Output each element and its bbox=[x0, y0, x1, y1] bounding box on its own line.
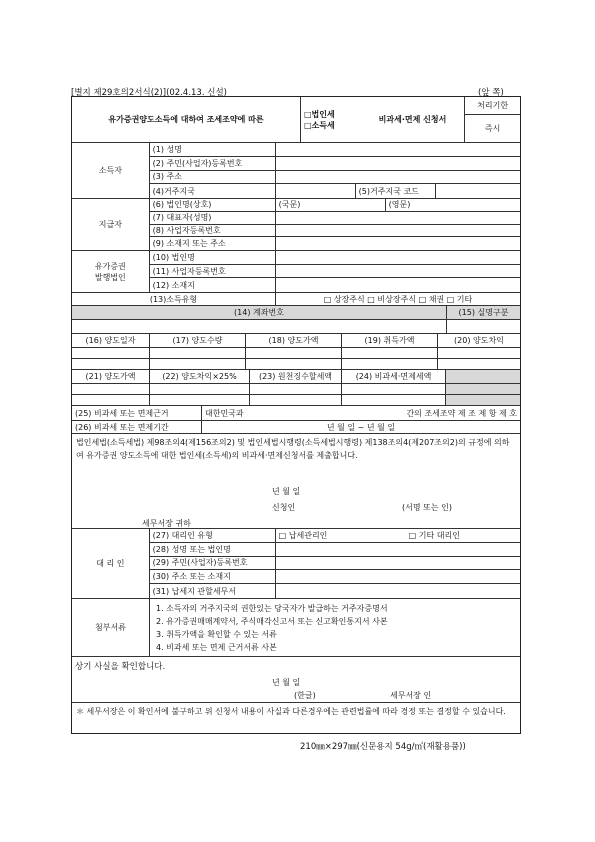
title-options bbox=[301, 97, 361, 142]
field-agent-type: (27) 대리인 유형 bbox=[150, 529, 276, 542]
tax-cell[interactable] bbox=[72, 384, 150, 394]
input-payer-address[interactable] bbox=[276, 237, 520, 250]
input-reg-no[interactable] bbox=[276, 157, 520, 170]
input-residence[interactable] bbox=[276, 184, 356, 198]
input-issuer-reg-no[interactable] bbox=[276, 265, 520, 278]
exemption-period-label: (26) 비과세 또는 면제기간 bbox=[72, 421, 202, 433]
income-earner-section bbox=[72, 143, 520, 199]
processing-period bbox=[465, 97, 520, 142]
col-gain-25: (22) 양도차익×25% bbox=[150, 370, 250, 383]
field-address: (3) 주소 bbox=[150, 171, 276, 184]
attachment-item: 1. 소득자의 거주지국의 권한있는 당국자가 발급하는 거주자증명서 bbox=[156, 603, 388, 613]
statement-text: 법인세법(소득세법) 제98조의4(제156조의2) 및 법인세법시행령(소득세법시행령) 제138조의4(제207조의2)의 규정에 의하여 유가증권 양도소득에 대한 법인세(소득세)의 비과세·면제신청서를 제출합니다. bbox=[76, 438, 510, 460]
col-withholding: (23) 원천징수할세액 bbox=[250, 370, 342, 383]
note-text: ＊ 세무서장은 이 확인서에 불구하고 위 신청서 내용이 사실과 다른경우에는 관련법률에 따라 경정 또는 결정할 수 있습니다. bbox=[76, 707, 506, 716]
tax-header-filler bbox=[446, 370, 520, 383]
title-tail: 비과세·면제 신청서 bbox=[361, 97, 466, 142]
confirm-hangul: (한글) bbox=[294, 691, 316, 700]
tax-filler bbox=[446, 384, 520, 394]
input-name[interactable] bbox=[276, 143, 520, 156]
applicant-label: 신청인 bbox=[272, 503, 296, 512]
option-corporate-tax[interactable]: □법인세 bbox=[303, 109, 335, 119]
col-transfer-qty: (17) 양도수량 bbox=[150, 334, 246, 347]
paper-spec: 210㎜×297㎜(신문용지 54g/㎡(재활용품)) bbox=[300, 742, 466, 752]
field-representative: (7) 대표자(성명) bbox=[150, 212, 276, 224]
input-account-number[interactable] bbox=[72, 320, 447, 333]
payer-label: 지급자 bbox=[72, 199, 150, 250]
period-value: 즉시 bbox=[484, 123, 501, 133]
trade-header-row bbox=[72, 334, 520, 348]
col-acq-price: (19) 취득가액 bbox=[342, 334, 438, 347]
field-name: (1) 성명 bbox=[150, 143, 276, 156]
trade-cell[interactable] bbox=[150, 348, 246, 358]
tax-filler bbox=[446, 395, 520, 405]
field-issuer-name: (10) 법인명 bbox=[150, 251, 276, 264]
title-row bbox=[72, 97, 520, 143]
input-agent-reg-no[interactable] bbox=[276, 557, 520, 570]
income-earner-label: 소득자 bbox=[72, 143, 150, 198]
col-transfer-price: (18) 양도가액 bbox=[246, 334, 342, 347]
input-representative[interactable] bbox=[276, 212, 520, 224]
tax-cell[interactable] bbox=[72, 395, 150, 405]
note-block bbox=[72, 703, 520, 733]
tax-cell[interactable] bbox=[150, 395, 250, 405]
account-value-row bbox=[72, 320, 520, 334]
input-issuer-name[interactable] bbox=[276, 251, 520, 264]
field-tax-office: (31) 납세지 관할세무서 bbox=[150, 584, 276, 598]
tax-row bbox=[72, 384, 520, 395]
tax-cell[interactable] bbox=[342, 395, 446, 405]
period-label: 처리기한 bbox=[465, 97, 520, 115]
income-type-label: (13)소득유형 bbox=[72, 293, 276, 305]
col-exempt-tax: (24) 비과세·면제세액 bbox=[342, 370, 446, 383]
input-agent-address[interactable] bbox=[276, 570, 520, 583]
input-corp-name-english[interactable]: (영문) bbox=[388, 200, 411, 210]
exemption-period-row bbox=[72, 421, 520, 434]
tax-cell[interactable] bbox=[250, 395, 342, 405]
statement-block bbox=[72, 434, 520, 529]
field-reg-no: (2) 주민(사업자)등록번호 bbox=[150, 157, 276, 170]
sign-date[interactable]: 년 월 일 bbox=[272, 487, 301, 496]
exemption-basis-label: (25) 비과세 또는 면제근거 bbox=[72, 406, 202, 420]
confirm-date[interactable]: 년 월 일 bbox=[272, 678, 301, 687]
page-side: (앞 쪽) bbox=[478, 88, 504, 98]
field-biz-reg-no: (8) 사업자등록번호 bbox=[150, 225, 276, 237]
trade-cell[interactable] bbox=[342, 359, 438, 369]
exemption-period-value[interactable]: 년 월 일 ~ 년 월 일 bbox=[326, 422, 396, 432]
attachments-section bbox=[72, 599, 520, 657]
tax-row bbox=[72, 395, 520, 406]
field-agent-address: (30) 주소 또는 소재지 bbox=[150, 570, 276, 583]
tax-cell[interactable] bbox=[342, 384, 446, 394]
trade-cell[interactable] bbox=[246, 348, 342, 358]
input-corp-name-korean[interactable]: (국문) bbox=[276, 199, 386, 211]
trade-row bbox=[72, 348, 520, 359]
option-other-agent[interactable]: □ 기타 대리인 bbox=[408, 530, 460, 540]
trade-cell[interactable] bbox=[246, 359, 342, 369]
input-tax-office[interactable] bbox=[276, 584, 520, 598]
income-type-row bbox=[72, 293, 520, 306]
issuer-label-line1: 유가증권 bbox=[94, 261, 126, 271]
option-tax-agent[interactable]: □ 납세관리인 bbox=[278, 530, 328, 540]
attachments-label: 첨부서류 bbox=[72, 599, 150, 656]
field-payer-address: (9) 소재지 또는 주소 bbox=[150, 237, 276, 250]
sign-note: (서명 또는 인) bbox=[402, 503, 452, 512]
field-residence: (4)거주지국 bbox=[150, 184, 276, 198]
field-agent-reg-no: (29) 주민(사업자)등록번호 bbox=[150, 557, 276, 570]
trade-cell[interactable] bbox=[150, 359, 246, 369]
payer-section bbox=[72, 199, 520, 251]
exemption-basis-country: 대한민국과 bbox=[205, 408, 244, 418]
issuer-section bbox=[72, 251, 520, 293]
issuer-label-line2: 발행법인 bbox=[94, 272, 126, 282]
col-transfer-gain: (20) 양도차익 bbox=[454, 336, 504, 345]
account-number-label: (14) 계좌번호 bbox=[72, 306, 447, 319]
trade-cell[interactable] bbox=[438, 359, 520, 369]
field-agent-name: (28) 성명 또는 법인명 bbox=[150, 543, 276, 556]
input-issuer-address[interactable] bbox=[276, 278, 520, 292]
trade-cell[interactable] bbox=[72, 348, 150, 358]
tax-cell[interactable] bbox=[150, 384, 250, 394]
attachment-item: 3. 취득가액을 확인할 수 있는 서류 bbox=[156, 629, 277, 639]
field-residence-code: (5)거주지국 코드 bbox=[356, 184, 436, 198]
col-tax-transfer-price: (21) 양도가액 bbox=[72, 370, 150, 383]
trade-cell[interactable] bbox=[438, 348, 520, 358]
confirmation-block bbox=[72, 657, 520, 703]
input-address[interactable] bbox=[276, 171, 520, 184]
field-issuer-address: (12) 소재지 bbox=[150, 278, 276, 292]
input-agent-name[interactable] bbox=[276, 543, 520, 556]
title-main: 유가증권양도소득에 대하여 조세조약에 따른 bbox=[72, 97, 301, 142]
confirm-text: 상기 사실을 확인합니다. bbox=[75, 662, 166, 672]
exemption-basis-article[interactable]: 간의 조세조약 제 조 제 항 제 호 bbox=[406, 408, 517, 418]
agent-label: 대 리 인 bbox=[72, 529, 150, 598]
trade-cell[interactable] bbox=[72, 359, 150, 369]
account-header-row bbox=[72, 306, 520, 320]
trade-row bbox=[72, 359, 520, 370]
trade-cell[interactable] bbox=[342, 348, 438, 358]
input-residence-code[interactable] bbox=[436, 184, 520, 198]
input-real-name[interactable] bbox=[447, 320, 520, 333]
field-corp-name: (6) 법인명(상호) bbox=[150, 199, 276, 211]
addressee: 세무서장 귀하 bbox=[142, 519, 191, 528]
option-income-tax[interactable]: □소득세 bbox=[303, 120, 335, 130]
exemption-basis-row bbox=[72, 406, 520, 421]
real-name-label: (15) 실명구분 bbox=[447, 306, 520, 319]
input-biz-reg-no[interactable] bbox=[276, 225, 520, 237]
agent-section bbox=[72, 529, 520, 599]
col-transfer-date: (16) 양도일자 bbox=[72, 334, 150, 347]
tax-cell[interactable] bbox=[250, 384, 342, 394]
attachment-item: 2. 유가증권매매계약서, 주식매각신고서 또는 신고확인통지서 사본 bbox=[156, 616, 388, 626]
confirm-officer: 세무서장 인 bbox=[390, 691, 432, 700]
tax-header-row bbox=[72, 370, 520, 384]
field-issuer-reg-no: (11) 사업자등록번호 bbox=[150, 265, 276, 278]
application-form bbox=[71, 96, 521, 734]
form-number: [별지 제29호의2서식(2)](02.4.13. 신설) bbox=[71, 88, 227, 98]
income-type-options[interactable]: □ 상장주식 □ 비상장주식 □ 채권 □ 기타 bbox=[323, 294, 473, 304]
attachment-item: 4. 비과세 또는 면제 근거서류 사본 bbox=[156, 642, 277, 652]
issuer-label bbox=[72, 251, 150, 292]
